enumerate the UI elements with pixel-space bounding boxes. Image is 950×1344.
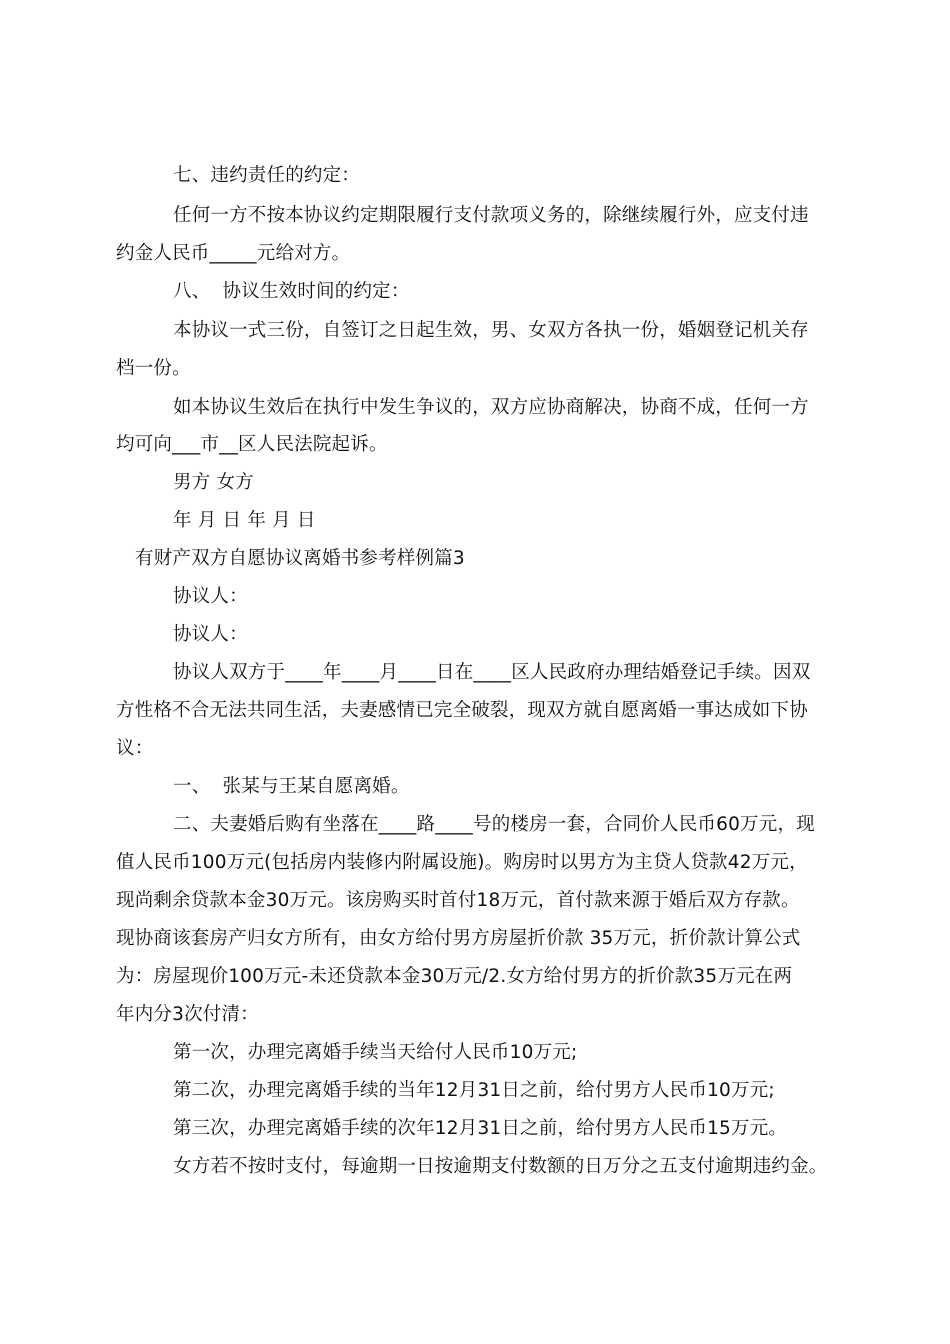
paragraph-line: 为：房屋现价100万元-未还贷款本金30万元/2.女方给付男方的折价款35万元在两 <box>116 966 793 987</box>
paragraph-line: 约金人民币_____元给对方。 <box>116 243 351 264</box>
paragraph-line: 任何一方不按本协议约定期限履行支付款项义务的，除继续履行外，应支付违 <box>173 205 809 226</box>
signature-line: 男方 女方 <box>173 472 254 493</box>
party-line: 协议人： <box>173 586 248 607</box>
section-heading-7: 七、违约责任的约定： <box>173 165 361 186</box>
section-heading-8: 八、 协议生效时间的约定： <box>173 281 410 302</box>
paragraph-line: 协议人双方于____年____月____日在____区人民政府办理结婚登记手续。因双 <box>173 662 811 683</box>
paragraph-line: 现尚剩余贷款本金30万元。该房购买时首付18万元，首付款来源于婚后双方存款。 <box>116 890 800 911</box>
paragraph-line: 值人民币100万元(包括房内装修内附属设施)。购房时以男方为主贷人贷款42万元， <box>116 852 808 873</box>
payment-line-2: 第二次，办理完离婚手续的当年12月31日之前，给付男方人民币10万元; <box>173 1080 775 1101</box>
date-line: 年 月 日 年 月 日 <box>173 510 316 531</box>
party-line: 协议人： <box>173 624 248 645</box>
clause-2: 二、夫妻婚后购有坐落在____路____号的楼房一套，合同价人民币60万元，现 <box>173 814 815 835</box>
clause-1: 一、 张某与王某自愿离婚。 <box>173 776 410 797</box>
payment-line-3: 第三次，办理完离婚手续的次年12月31日之前，给付男方人民币15万元。 <box>173 1118 788 1139</box>
paragraph-line: 档一份。 <box>116 358 191 379</box>
paragraph-line: 方性格不合无法共同生活，夫妻感情已完全破裂，现双方就自愿离婚一事达成如下协 <box>116 700 808 721</box>
paragraph-line: 如本协议生效后在执行中发生争议的，双方应协商解决，协商不成，任何一方 <box>173 397 809 418</box>
payment-line-1: 第一次，办理完离婚手续当天给付人民币10万元; <box>173 1042 578 1063</box>
paragraph-line: 年内分3次付清： <box>116 1004 259 1025</box>
paragraph-line: 本协议一式三份，自签订之日起生效，男、女双方各执一份，婚姻登记机关存 <box>173 320 809 341</box>
paragraph-line: 女方若不按时支付，每逾期一日按逾期支付数额的日万分之五支付逾期违约金。 <box>173 1156 828 1177</box>
article-title: 有财产双方自愿协议离婚书参考样例篇3 <box>135 548 465 569</box>
paragraph-line: 均可向___市__区人民法院起诉。 <box>116 434 388 455</box>
paragraph-line: 议： <box>116 738 154 759</box>
paragraph-line: 现协商该套房产归女方所有，由女方给付男方房屋折价款 35万元，折价款计算公式 <box>116 928 801 949</box>
